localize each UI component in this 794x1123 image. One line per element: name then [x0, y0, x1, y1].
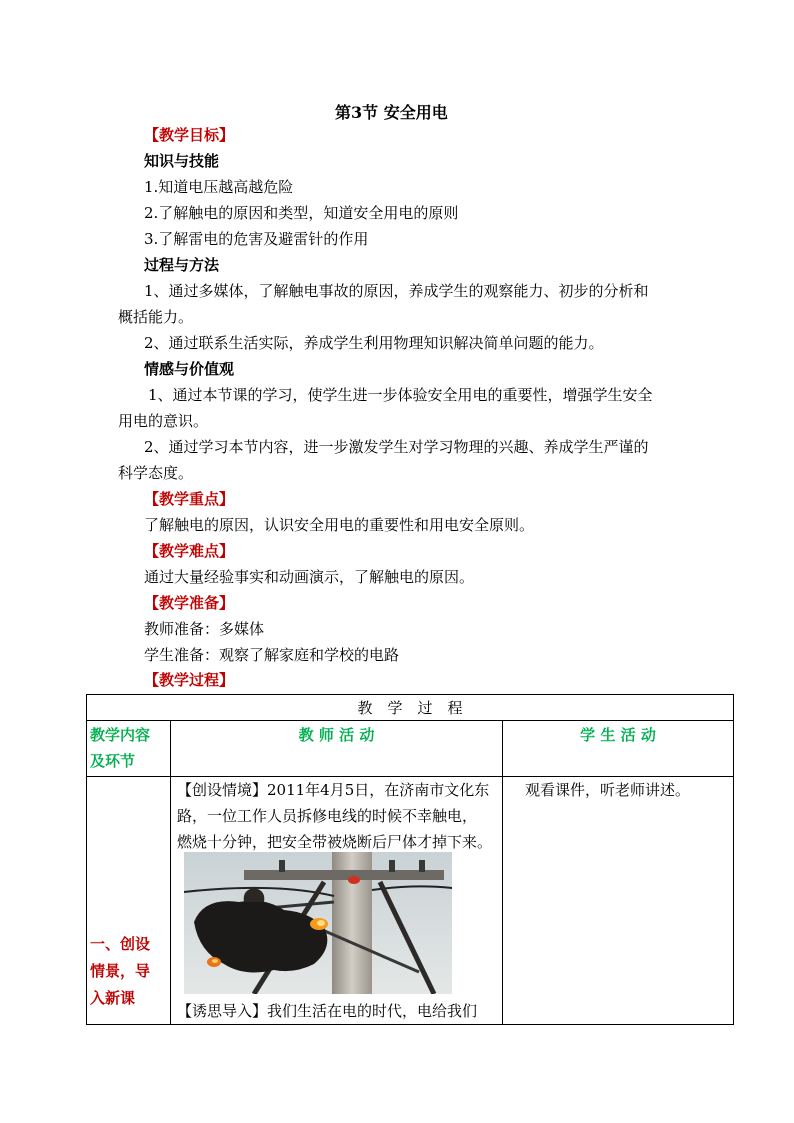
key-text: 了解触电的原因，认识安全用电的重要性和用电安全原则。	[144, 516, 535, 534]
column-header-teacher	[171, 721, 503, 777]
student-activity-cell	[503, 777, 734, 1025]
column-header-content-line2: 及环节	[90, 752, 136, 770]
column-header-student	[503, 721, 734, 777]
knowledge-heading: 知识与技能	[144, 152, 220, 170]
emotion-item-line: 1、通过本节课的学习，使学生进一步体验安全用电的重要性，增强学生安全	[148, 386, 653, 404]
objectives-heading: 【教学目标】	[144, 126, 235, 144]
column-header-content-line1: 教学内容	[90, 726, 151, 744]
emotion-heading: 情感与价值观	[144, 360, 235, 378]
section-title-line1: 一、创设	[90, 935, 151, 953]
knowledge-item: 3.了解雷电的危害及避雷针的作用	[144, 230, 369, 248]
knowledge-item: 2.了解触电的原因和类型，知道安全用电的原则	[144, 204, 459, 222]
prep-student: 学生准备：观察了解家庭和学校的电路	[144, 646, 400, 664]
process-item-line: 概括能力。	[118, 308, 194, 326]
emotion-item-line: 2、通过学习本节内容，进一步激发学生对学习物理的兴趣、养成学生严谨的	[144, 438, 649, 456]
table-header: 教 学 过 程	[357, 698, 463, 717]
teacher-activity-line: 【创设情境】2011年4月5日，在济南市文化东	[177, 781, 490, 799]
process-item-line: 1、通过多媒体，了解触电事故的原因，养成学生的观察能力、初步的分析和	[144, 282, 649, 300]
table-header-cell	[87, 695, 734, 721]
emotion-item-line: 用电的意识。	[118, 412, 209, 430]
section-title-line2: 情景，导	[90, 962, 151, 980]
teacher-activity-line: 燃烧十分钟，把安全带被烧断后尸体才掉下来。	[177, 833, 493, 851]
knowledge-item: 1.知道电压越高越危险	[144, 178, 294, 196]
flow-heading: 【教学过程】	[144, 671, 235, 689]
electrocution-photo	[184, 852, 452, 994]
column-header-teacher-label: 教 师 活 动	[298, 726, 375, 744]
column-header-student-label: 学 生 活 动	[580, 726, 656, 744]
teacher-activity-line: 路，一位工作人员拆修电线的时候不幸触电，	[177, 807, 478, 825]
process-heading: 过程与方法	[144, 256, 220, 274]
prep-heading: 【教学准备】	[144, 594, 235, 612]
section-title-line3: 入新课	[90, 989, 136, 1007]
section-cell	[87, 777, 171, 1025]
key-heading: 【教学重点】	[144, 490, 235, 508]
prep-teacher: 教师准备：多媒体	[144, 620, 265, 638]
electrocution-photo-svg	[184, 852, 452, 994]
column-header-content	[87, 721, 171, 777]
process-item-line: 2、通过联系生活实际，养成学生利用物理知识解决简单问题的能力。	[144, 334, 604, 352]
teacher-activity-next: 【诱思导入】我们生活在电的时代，电给我们	[177, 1002, 478, 1020]
difficulty-text: 通过大量经验事实和动画演示，了解触电的原因。	[144, 568, 475, 586]
page-title: 第3节 安全用电	[335, 103, 448, 122]
student-activity-text: 观看课件，听老师讲述。	[525, 781, 691, 799]
difficulty-heading: 【教学难点】	[144, 542, 235, 560]
emotion-item-line: 科学态度。	[118, 464, 194, 482]
